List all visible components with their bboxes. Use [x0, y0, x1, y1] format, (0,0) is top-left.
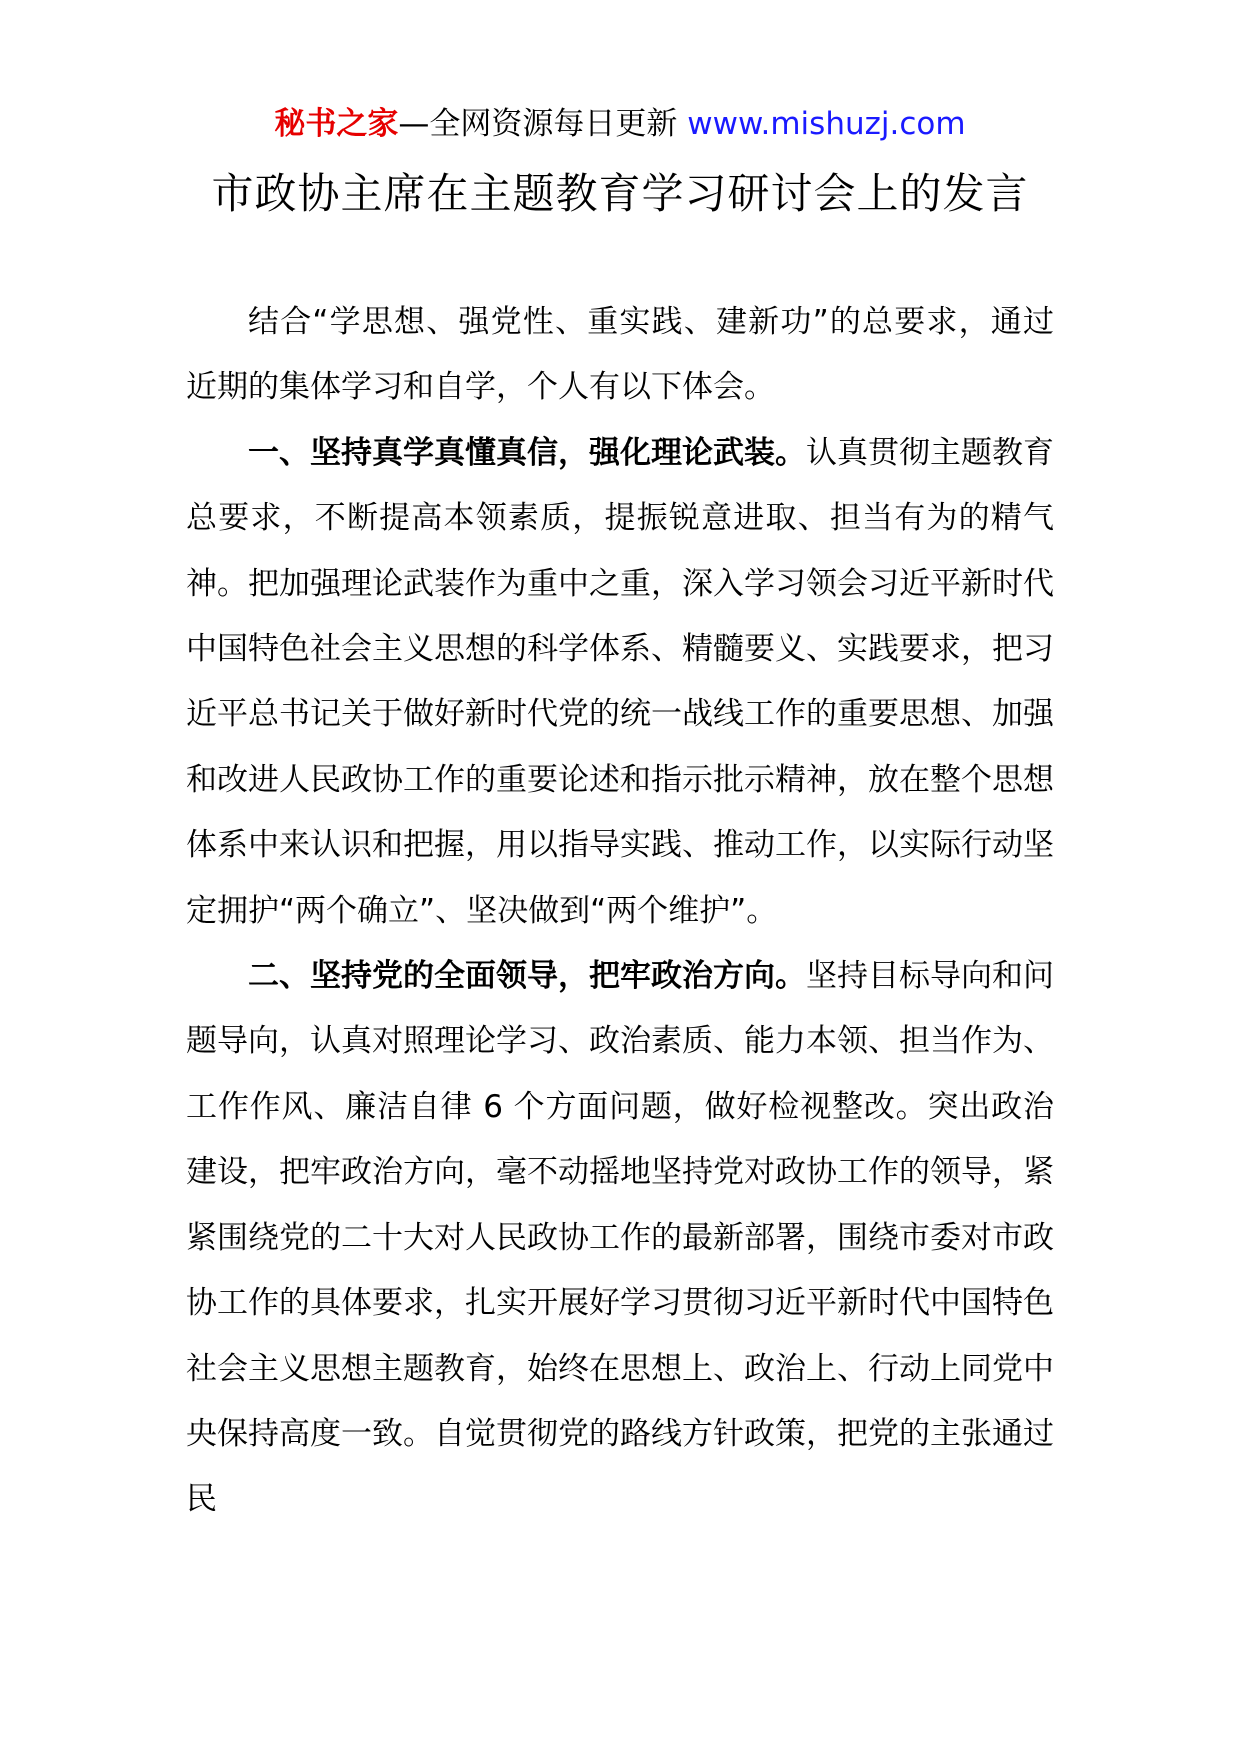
body-paragraph	[186, 290, 1054, 421]
paragraph-text: 认真贯彻主题教育总要求，不断提高本领素质，提振锐意进取、担当有为的精气神。把加强理论武装作为重中之重，深入学习领会习近平新时代中国特色社会主义思想的科学体系、精髓要义、实践要求，把习近平总书记关于做好新时代党的统一战线工作的重要思想、加强和改进人民政协工作的重要论述和指示批示精神，放在整个思想体系中来认识和把握，用以指导实践、推动工作，以实际行动坚定拥护“两个确立”、坚决做到“两个维护”。	[186, 434, 1054, 929]
document-title: 市政协主席在主题教育学习研讨会上的发言	[211, 169, 1029, 218]
body-paragraph	[186, 421, 1054, 944]
paragraph-lead: 一、坚持真学真懂真信，强化理论武装。	[248, 434, 806, 471]
site-url-link[interactable]: www.mishuzj.com	[687, 106, 966, 142]
paragraph-lead: 二、坚持党的全面领导，把牢政治方向。	[248, 958, 806, 995]
site-header	[0, 102, 1240, 146]
document-body	[186, 290, 1054, 1533]
paragraph-text: 结合“学思想、强党性、重实践、建新功”的总要求，通过近期的集体学习和自学，个人有以下体会。	[186, 304, 1054, 406]
paragraph-text: 坚持目标导向和问题导向，认真对照理论学习、政治素质、能力本领、担当作为、工作作风、廉洁自律 6 个方面问题，做好检视整改。突出政治建设，把牢政治方向，毫不动摇地坚持党对政协工作的领导，紧紧围绕党的二十大对人民政协工作的最新部署，围绕市委对市政协工作的具体要求，扎实开展好学习贯彻习近平新时代中国特色社会主义思想主题教育，始终在思想上、政治上、行动上同党中央保持高度一致。自觉贯彻党的路线方针政策，把党的主张通过民	[186, 958, 1054, 1518]
site-brand: 秘书之家	[274, 106, 399, 142]
body-paragraph	[186, 944, 1054, 1533]
site-tagline: —全网资源每日更新	[398, 106, 688, 142]
